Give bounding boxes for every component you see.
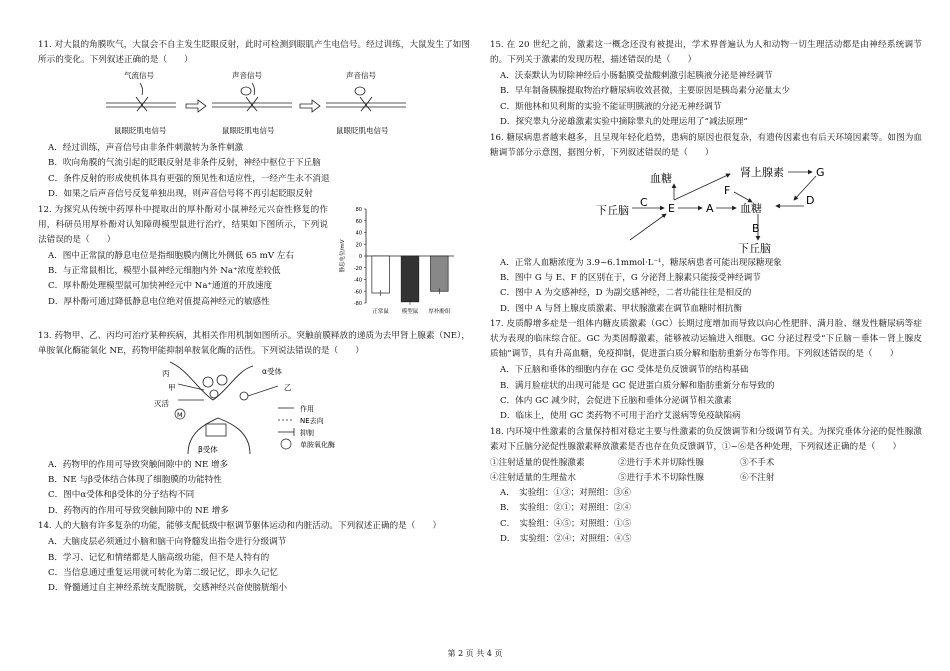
q11-panel-2 [212, 70, 292, 135]
q13-option-c[interactable]: C．图中α受体和β受体的分子结构不同 [48, 490, 195, 501]
q12-ytick-label-7: -60 [353, 288, 362, 295]
q18-treatments-row-2 [490, 471, 922, 486]
q17-option-b[interactable]: B．满月脸症状的出现可能是 GC 促进蛋白质分解和脂肪重新分布导致的 [500, 380, 775, 391]
q16-option-c[interactable]: C．图中 A 为交感神经，D 为副交感神经，二者功能往往是相反的 [500, 288, 752, 299]
q18-treatment-6: ⑥不注射 [740, 472, 775, 483]
q16-figure [490, 162, 922, 256]
q12-option-d[interactable]: D．厚朴酚可通过降低静息电位绝对值提高神经元的敏感性 [48, 296, 270, 307]
q11-option-a[interactable]: A．经过训练，声音信号由非条件刺激转为条件刺激 [48, 143, 244, 153]
q11-bottom-label-1: 鼠眼眨肌电信号 [114, 126, 167, 135]
q12-bar-chart [336, 203, 460, 323]
q14-option-d[interactable]: D．脊髓通过自主神经系统支配膀胱，交感神经兴奋使膀胱缩小 [48, 583, 287, 594]
q11-bottom-label-3: 鼠眼眨肌电信号 [336, 126, 389, 135]
q16-option-a[interactable]: A．正常人血糖浓度为 3.9~6.1mmol·L⁻¹，糖尿病患者可能出现尿糖现象 [500, 257, 782, 268]
q16-node-xiaqiunao-2: 下丘脑 [738, 241, 771, 255]
q18-treatment-5: ⑤进行手术不切除性腺 [618, 472, 704, 483]
q13-option-a[interactable]: A．药物甲的作用可导致突触间隙中的 NE 增多 [48, 459, 229, 470]
q16-node-a: A [706, 201, 714, 215]
q11-option-b[interactable]: B．吹向角膜的气流引起的眨眼反射是非条件反射，神经中枢位于下丘脑 [48, 158, 321, 169]
q12-xlabel-0: 正常鼠 [372, 308, 389, 315]
q13-legend-2: NE去向 [300, 416, 324, 425]
q11-stem: 11. 对大鼠的角膜吹气，大鼠会不自主发生眨眼反射，此时可检测到眼肌产生电信号。经过训练，大鼠发生了如图所示的变化。下列叙述正确的是（ ） [38, 40, 470, 65]
q12-ytick-label-2: 40 [355, 230, 362, 237]
left-column [38, 38, 470, 597]
q12-ytick-label-3: 20 [355, 241, 362, 248]
q14-stem: 14. 人的大脑有许多复杂的功能，能够支配低级中枢调节躯体运动和内脏活动。下列叙述正确的是（ ） [38, 521, 442, 532]
q12-bar-2 [431, 256, 449, 291]
q12-option-a[interactable]: A．图中正常鼠的静息电位是指细胞膜内侧比外侧低 65 mV 左右 [48, 250, 294, 261]
q14-option-c[interactable]: C．当信息通过重复运用就可转化为第二级记忆，即永久记忆 [48, 568, 279, 579]
q13-label-miehuo: 灭活 [154, 398, 169, 408]
q15-option-d[interactable]: D．探究睾丸分泌雄激素实验中摘除睾丸的处理运用了“减法原理” [500, 117, 748, 128]
q12-bar-1 [401, 256, 419, 302]
q15-stem: 15. 在 20 世纪之前，激素这一概念还没有被提出，学术界普遍认为人和动物一切生理活动都是由神经系统调节的。下列关于激素的发现历程，描述错误的是（ ） [490, 40, 922, 65]
q15-option-c[interactable]: C．斯他林和贝利斯的实验不能证明胰液的分泌无神经调节 [500, 101, 722, 112]
q11-top-label-1: 气流信号 [124, 71, 154, 80]
q12-ytick-label-5: -20 [353, 265, 362, 272]
q13-option-b[interactable]: B．NE 与β受体结合体现了细胞膜的功能特性 [48, 475, 222, 486]
right-column [490, 38, 922, 548]
q12-xlabel-2: 厚朴酚组 [428, 308, 451, 315]
q11-top-label-2: 声音信号 [232, 71, 262, 80]
q13-label-yi: 乙 [284, 382, 292, 392]
q18-option-d[interactable]: D． 实验组：②④；对照组：④⑤ [500, 534, 632, 545]
q16-node-e: E [668, 201, 675, 215]
q11-top-label-3: 声音信号 [346, 71, 376, 80]
q16-node-g: G [816, 165, 825, 179]
q16-glucose-diagram [490, 162, 922, 256]
q11-option-d[interactable]: D．如果之后声音信号反复单独出现，则声音信号将不再引起眨眼反射 [48, 189, 313, 200]
q11-figure [38, 69, 470, 141]
q13-label-alpha: α受体 [262, 366, 282, 376]
q12-ytick-label-1: 60 [355, 218, 362, 225]
q12-stem: 12. 为探究从传统中药厚朴中提取出的厚朴酚对小鼠神经元兴奋性修复的作用，科研员用厚朴酚对认知障碍模型鼠进行治疗，结果如下图所示，下列说法错误的是（ ） [38, 204, 328, 245]
q11-bottom-label-2: 鼠眼眨肌电信号 [222, 126, 275, 135]
q18-treatment-2: ②进行手术并切除性腺 [618, 457, 704, 468]
q16-node-f: F [724, 183, 731, 197]
q13-label-jia: 甲 [168, 382, 176, 392]
q12-ytick-label-8: -80 [353, 300, 362, 307]
q18-treatment-4: ④注射适量的生理盐水 [490, 472, 576, 483]
q12-option-b[interactable]: B．与正常鼠相比，模型小鼠神经元细胞内外 Na⁺浓度差较低 [48, 266, 281, 277]
q13-label-m: M [177, 410, 183, 419]
q11-arrow-2 [300, 100, 320, 112]
q18-treatment-1: ①注射适量的促性腺激素 [490, 457, 585, 468]
q17-option-a[interactable]: A．下丘脑和垂体的细胞内存在 GC 受体是负反馈调节的结构基础 [500, 365, 749, 376]
q16-node-xiaqiunao-1: 下丘脑 [596, 203, 629, 217]
q12-xlabel-1: 模型鼠 [401, 308, 419, 315]
q14-option-b[interactable]: B．学习、记忆和情绪都是人脑高级功能，但不是人特有的 [48, 552, 270, 563]
q18-option-b[interactable]: B． 实验组：②①；对照组：②④ [500, 503, 631, 514]
q16-option-d[interactable]: D．图中 A 与肾上腺皮质激素、甲状腺激素在调节血糖时相抗衡 [500, 303, 742, 314]
q12-ytick-label-4: 0 [358, 253, 362, 260]
q16-stem: 16. 糖尿病患者越来越多，且呈现年轻化趋势，患病的原因也很复杂，有遗传因素也有后天环境因素等。如图为血糖调节部分示意图，据图分析，下列叙述错误的是（ ） [490, 132, 922, 158]
q14-option-a[interactable]: A．大脑皮层必须通过小脑和脑干向脊髓发出指令进行分级调节 [48, 537, 287, 548]
q16-node-b: B [752, 221, 760, 235]
q13-legend-3: 抑制 [300, 428, 314, 437]
q16-option-b[interactable]: B．图中 G 与 E、F 的区别在于，G 分泌肾上腺素只能接受神经调节 [500, 273, 761, 284]
q12-ylabel: 静息电位/mV [340, 239, 346, 273]
q12-ytick-label-0: 80 [355, 206, 362, 213]
q16-node-xuetang-1: 血糖 [650, 171, 672, 185]
q13-stem: 13. 药物甲、乙、丙均可治疗某种疾病，其相关作用机制如图所示。突触前膜释放的递质为去甲肾上腺素（NE），单胺氧化酶能氧化 NE，药物甲能抑制单胺氧化酶的活性。下列说法错误的是（ ） [38, 330, 470, 356]
q13-label-bing: 丙 [162, 368, 170, 378]
q18-option-a[interactable]: A． 实验组：①③；对照组：③⑥ [500, 487, 631, 498]
q11-option-c[interactable]: C．条件反射的形成使机体具有更强的预见性和适应性，一经产生永不消退 [48, 173, 330, 184]
q13-legend-1: 作用 [300, 404, 314, 413]
q12-option-c[interactable]: C．厚朴酚处理模型鼠可加快神经元中 Na⁺通道的开放速度 [48, 281, 273, 292]
q16-node-c: C [640, 195, 648, 209]
q18-treatment-3: ③不手术 [740, 457, 775, 468]
q13-option-d[interactable]: D．药物丙的作用可导致突触间隙中的 NE 增多 [48, 505, 229, 516]
q11-reflex-diagram [38, 69, 470, 141]
q12-ytick-label-6: -40 [353, 277, 362, 284]
q13-synapse-diagram [38, 360, 470, 458]
q16-node-shenshangxian: 肾上腺素 [740, 165, 784, 179]
q16-node-xuetang-2: 血糖 [740, 201, 762, 215]
q12-bar-0 [372, 256, 390, 293]
q15-option-b[interactable]: B．早年制备胰腺提取物治疗糖尿病收效甚微，主要原因是胰岛素分泌量太少 [500, 86, 790, 97]
q16-node-d: D [806, 193, 815, 207]
q17-option-c[interactable]: C．体内 GC 减少时，会促进下丘脑和垂体分泌调节相关激素 [500, 396, 732, 407]
q13-legend [278, 404, 335, 449]
page-footer: 第 2 页 共 4 页 [447, 649, 503, 658]
q11-panel-1 [106, 70, 176, 135]
q17-option-d[interactable]: D．临床上，使用 GC 类药物不可用于治疗艾滋病等免疫缺陷病 [500, 411, 741, 422]
q13-figure [38, 360, 470, 458]
q15-option-a[interactable]: A．沃泰默认为切除神经后小肠黏膜受盐酸刺激引起胰液分泌是神经调节 [500, 71, 773, 81]
q13-label-beta: β受体 [198, 444, 218, 454]
q11-arrow-1 [186, 100, 206, 112]
q17-stem: 17. 皮质醇增多症是一组体内糖皮质激素（GC）长期过度增加而导致以向心性肥胖、满月脸、继发性糖尿病等症状为表现的临床综合征。GC 为类固醇激素，能够被动运输进入细胞。GC 分泌过程受“下丘脑－垂体－肾上腺皮质轴”调节，具有升高血糖，免疫抑制，促进蛋白质分解和脂肪重新分布等作用。下列叙述错误的是（ ） [490, 319, 922, 360]
q11-panel-3 [326, 70, 406, 135]
q18-treatments-row-1 [490, 456, 922, 471]
q13-legend-4: 单胺氧化酶 [300, 440, 335, 449]
q12-block [38, 203, 470, 329]
q18-option-c[interactable]: C． 实验组：④⑤；对照组：①⑤ [500, 518, 632, 529]
q18-stem: 18. 内环境中性激素的含量保持相对稳定主要与性激素的负反馈调节和分级调节有关。为探究垂体分泌的促性腺激素对下丘脑分泌促性腺激素释放激素是否也存在负反馈调节，①~⑥是各种处理，下列叙述正确的是（ ） [490, 426, 922, 452]
